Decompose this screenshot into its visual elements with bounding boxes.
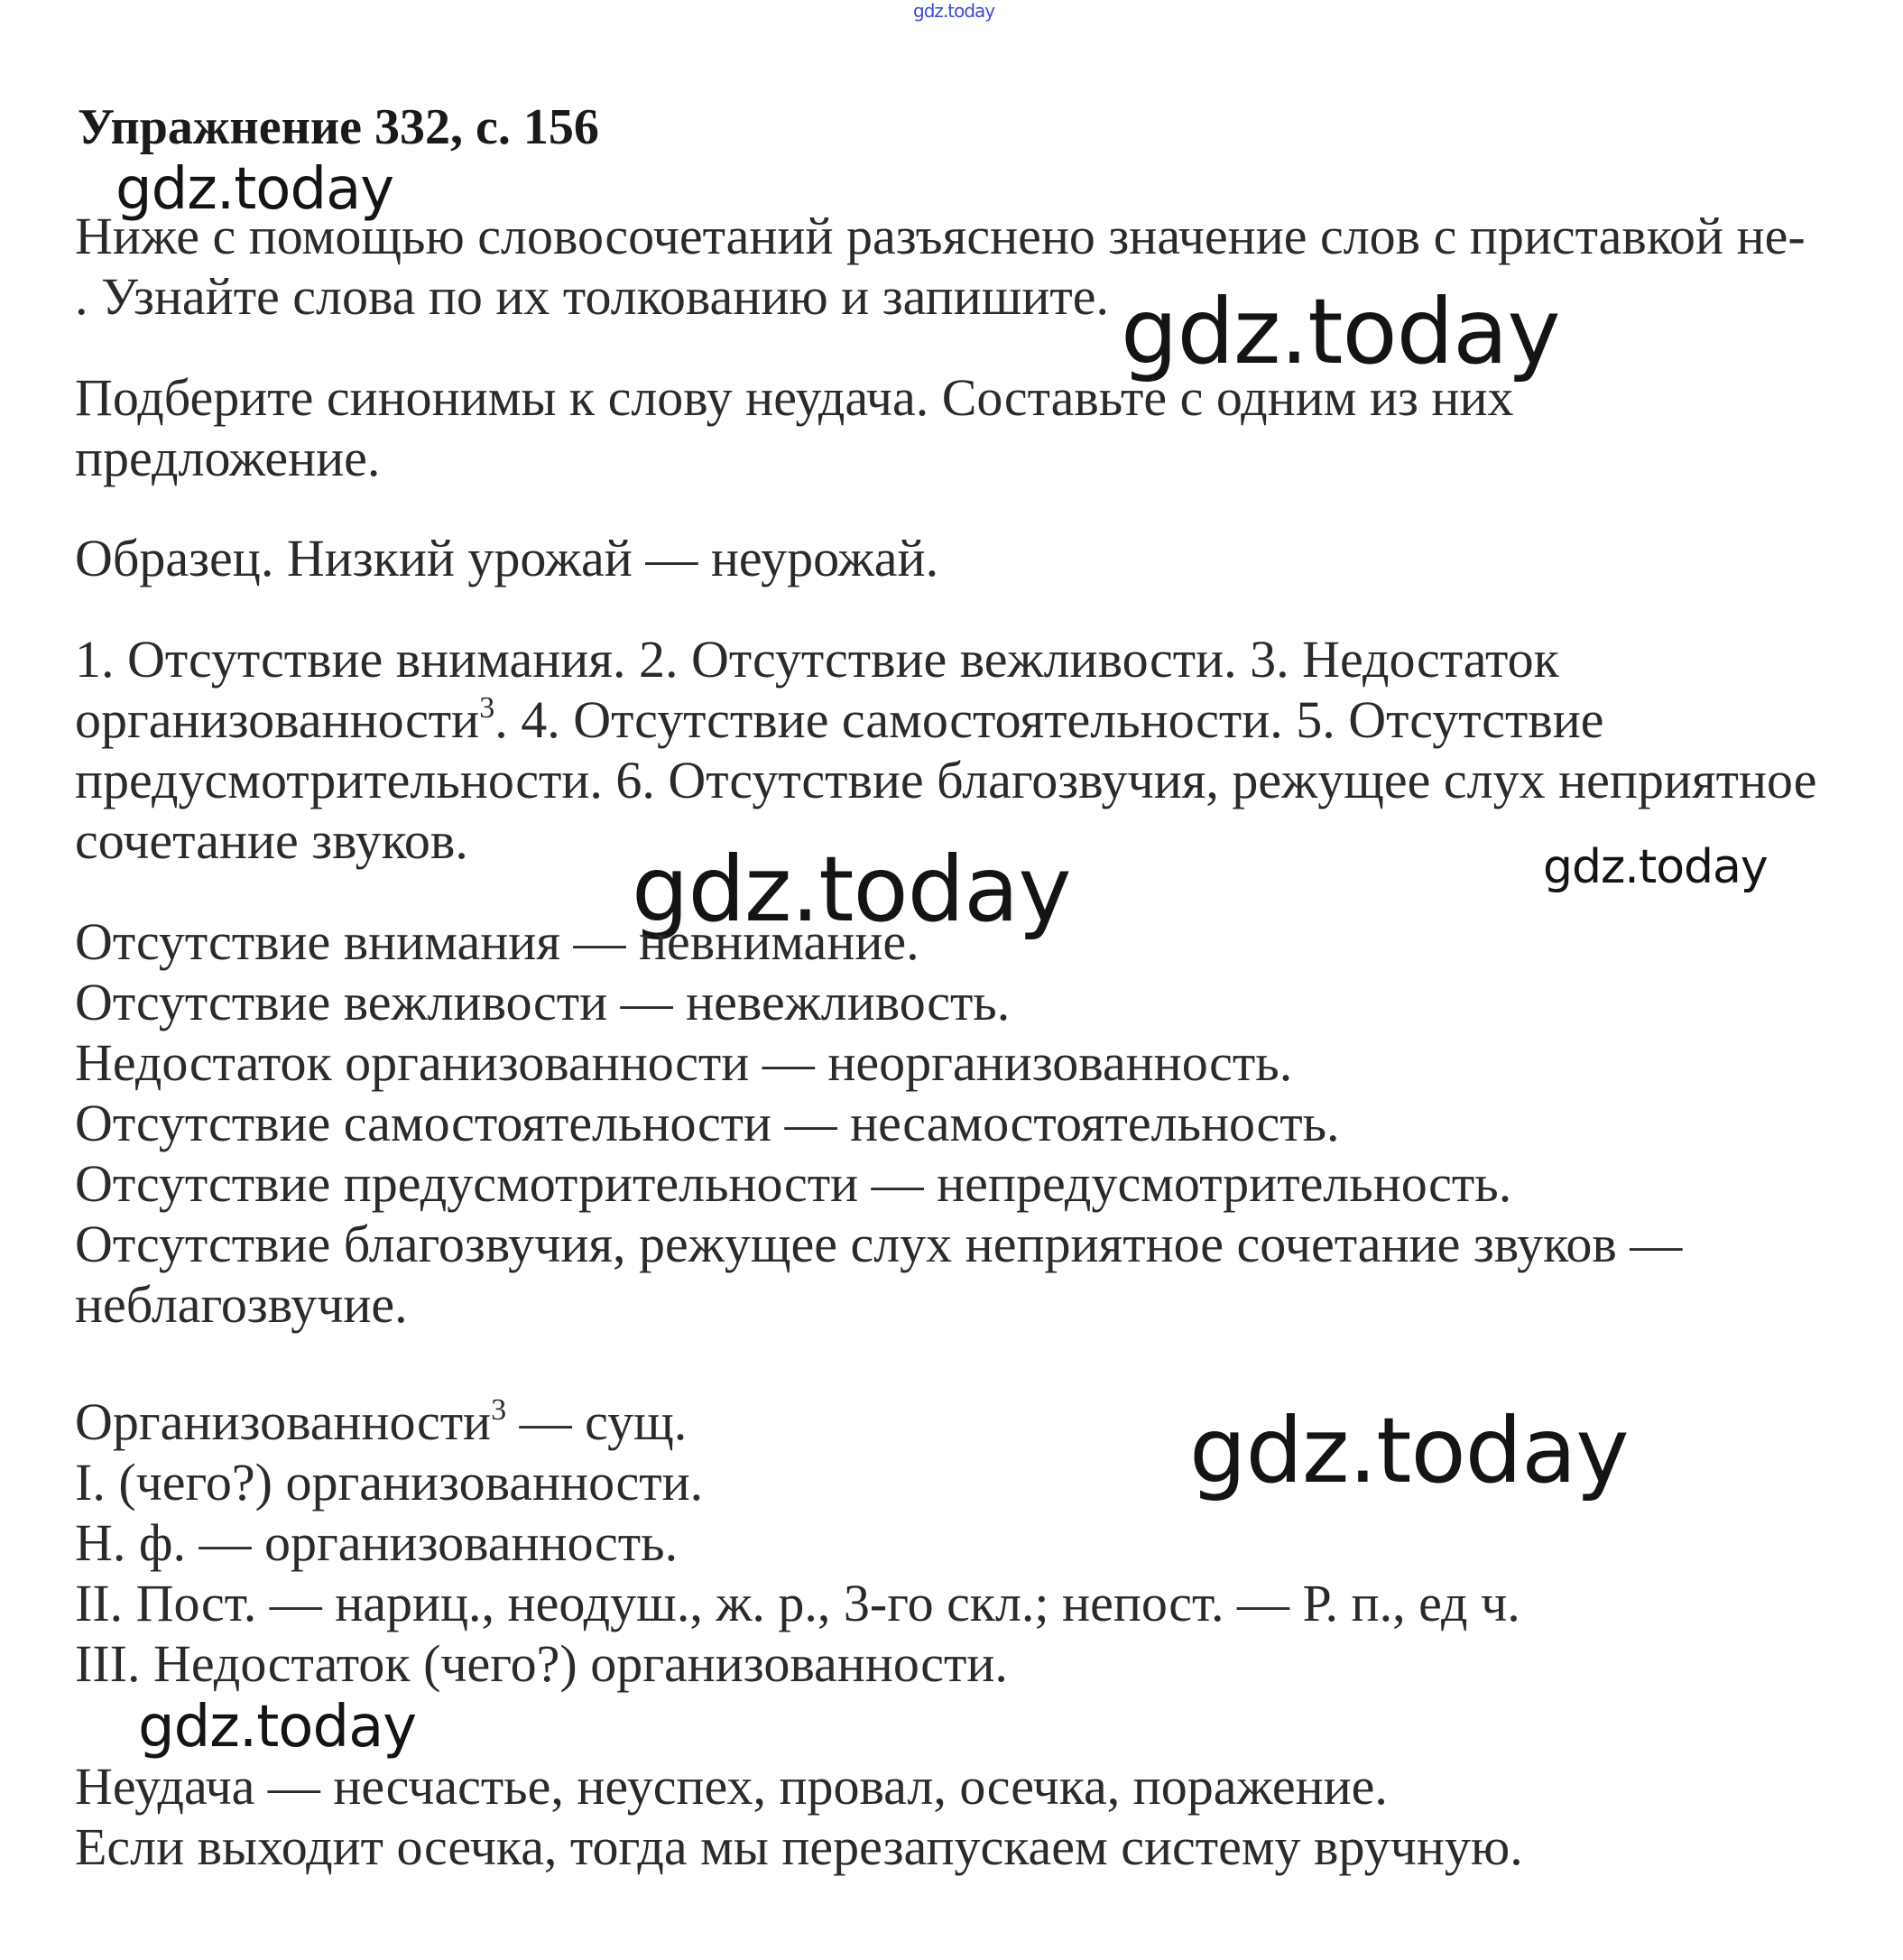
analysis-line-4: III. Недостаток (чего?) организованности. — [75, 1634, 1008, 1693]
footnote-marker: 3 — [479, 691, 495, 725]
analysis-word: Организованности — [75, 1392, 492, 1451]
items-line-1: 1. Отсутствие внимания. 2. Отсутствие вежливости. 3. Недостаток — [75, 630, 1559, 689]
answer-line: Отсутствие благозвучия, режущее слух неприятное сочетание звуков — — [75, 1215, 1683, 1273]
synonym-task-line-1: Подберите синонимы к слову неудача. Составьте с одним из них — [75, 368, 1514, 427]
analysis-pos: — сущ. — [506, 1392, 688, 1451]
items-word: организованности — [75, 690, 480, 749]
items-line-4: сочетание звуков. — [75, 811, 468, 870]
answer-line: Отсутствие вежливости — невежливость. — [75, 973, 1011, 1031]
items-line-3: предусмотрительности. 6. Отсутствие благозвучия, режущее слух неприятное — [75, 751, 1817, 809]
footnote-marker: 3 — [491, 1393, 507, 1427]
watermark: gdz.today — [632, 837, 1071, 942]
answer-line: Отсутствие предусмотрительности — непредусмотрительность. — [75, 1154, 1512, 1213]
items-line-2 — [75, 689, 1604, 751]
items-line-2-rest: . 4. Отсутствие самостоятельности. 5. Отсутствие — [494, 690, 1604, 749]
watermark-top: gdz.today — [913, 0, 995, 22]
analysis-line-1: I. (чего?) организованности. — [75, 1453, 704, 1512]
answer-line: Недостаток организованности — неорганизованность. — [75, 1033, 1293, 1092]
task-line-1: Ниже с помощью словосочетаний разъяснено значение слов с приставкой не- — [75, 207, 1806, 265]
task-line-2: . Узнайте слова по их толкованию и запишите. — [75, 267, 1109, 326]
synonym-task-line-2: предложение. — [75, 429, 381, 487]
exercise-title: Упражнение 332, с. 156 — [78, 99, 599, 155]
answer-line: Отсутствие внимания — невнимание. — [75, 912, 919, 971]
watermark: gdz.today — [115, 156, 394, 223]
watermark: gdz.today — [1543, 840, 1768, 894]
answer-line: Отсутствие самостоятельности — несамостоятельность. — [75, 1094, 1340, 1152]
sample-line: Образец. Низкий урожай — неурожай. — [75, 529, 939, 587]
example-sentence: Если выходит осечка, тогда мы перезапускаем систему вручную. — [75, 1817, 1523, 1876]
analysis-line-2: Н. ф. — организованность. — [75, 1513, 679, 1572]
answer-line: неблагозвучие. — [75, 1275, 408, 1334]
watermark: gdz.today — [138, 1694, 417, 1761]
watermark: gdz.today — [1189, 1398, 1629, 1503]
synonyms-line: Неудача — несчастье, неуспех, провал, осечка, поражение. — [75, 1757, 1388, 1816]
analysis-line-3: II. Пост. — нариц., неодуш., ж. р., 3-го скл.; непост. — Р. п., ед ч. — [75, 1574, 1520, 1632]
watermark: gdz.today — [1121, 279, 1560, 384]
analysis-heading — [75, 1391, 687, 1453]
